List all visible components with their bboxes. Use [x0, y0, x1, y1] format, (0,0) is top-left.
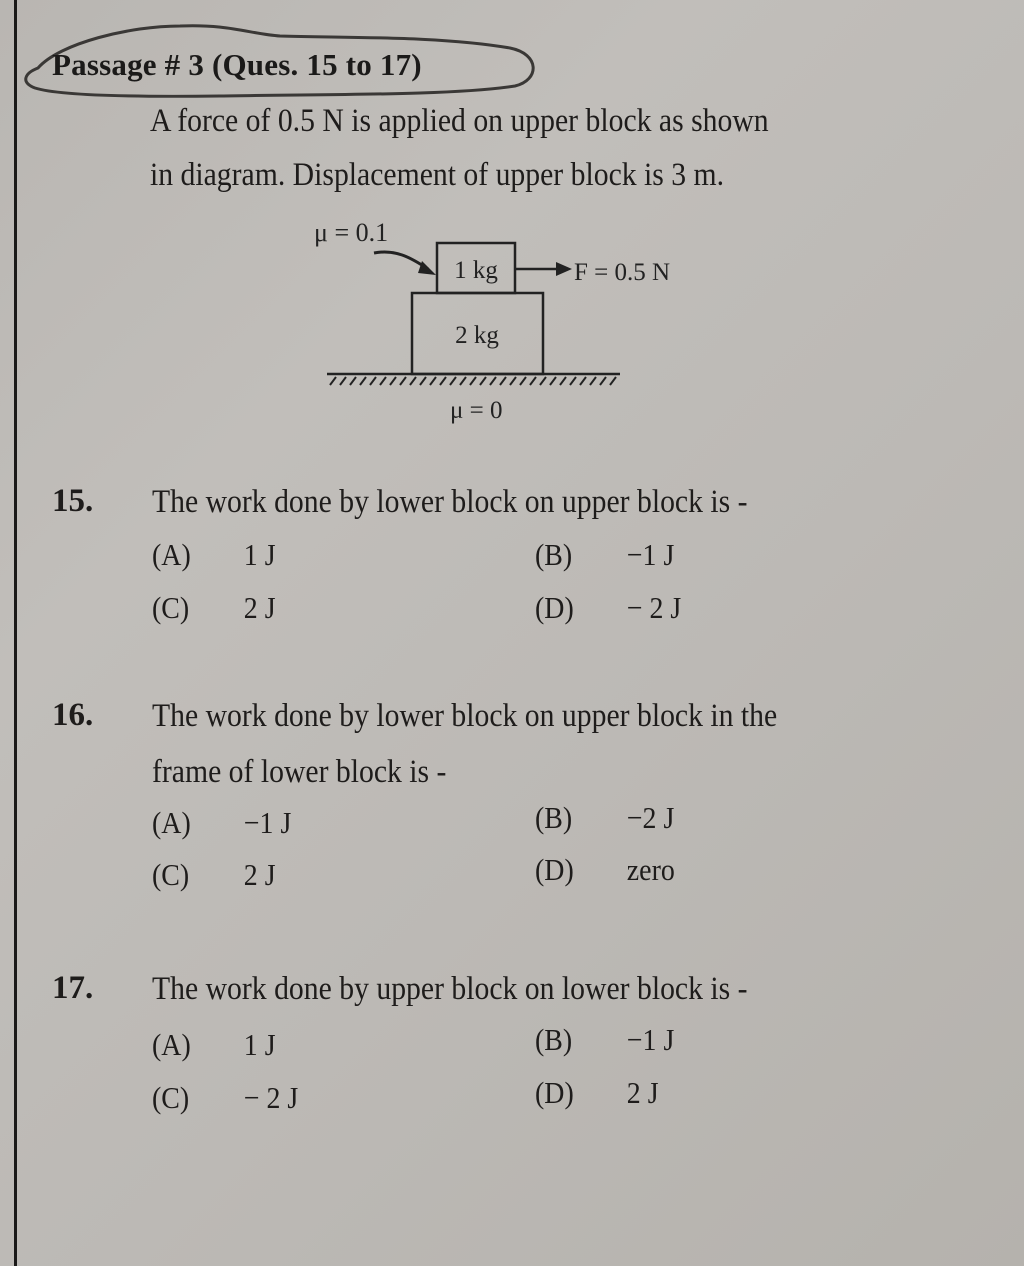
question-15-option-a[interactable]: [152, 537, 276, 573]
option-value: −2 J: [626, 800, 675, 835]
question-16-number: 16.: [52, 697, 94, 733]
force-label: F = 0.5 N: [574, 259, 671, 286]
question-16-option-b[interactable]: [535, 800, 674, 836]
ground-hatching: [330, 377, 616, 385]
upper-block-label: 1 kg: [454, 257, 498, 284]
question-17-number: 17.: [52, 970, 94, 1006]
question-16-text-line-2: frame of lower block is -: [152, 754, 447, 790]
option-value: − 2 J: [626, 590, 682, 625]
mu-top-label: μ = 0.1: [314, 218, 389, 247]
question-17-option-a[interactable]: [152, 1027, 276, 1063]
option-value: 1 J: [243, 1027, 276, 1062]
force-arrow-head-icon: [556, 262, 572, 276]
option-value: 1 J: [243, 537, 276, 572]
option-value: −1 J: [243, 805, 292, 840]
page-margin-line: [14, 0, 17, 1266]
diagram-svg: [300, 205, 720, 435]
question-16-text-line-1: The work done by lower block on upper block in the: [152, 698, 778, 734]
option-label: (C): [152, 1080, 190, 1115]
option-label: (B): [535, 800, 573, 835]
option-value: 2 J: [626, 1075, 659, 1110]
passage-text-line-1: A force of 0.5 N is applied on upper block as shown: [150, 103, 769, 139]
question-15-option-c[interactable]: [152, 590, 276, 626]
option-value: − 2 J: [243, 1080, 299, 1115]
option-label: (D): [535, 590, 574, 625]
option-label: (C): [152, 590, 190, 625]
curved-arrow-icon: [374, 252, 428, 269]
option-label: (B): [535, 1022, 573, 1057]
question-15-number: 15.: [52, 483, 94, 519]
option-label: (D): [535, 852, 574, 887]
lower-block-label: 2 kg: [455, 322, 499, 349]
question-15-option-b[interactable]: [535, 537, 674, 573]
question-17-text: The work done by upper block on lower block is -: [152, 971, 748, 1007]
option-value: −1 J: [626, 537, 675, 572]
option-value: zero: [626, 852, 675, 887]
option-label: (A): [152, 1027, 191, 1062]
option-label: (B): [535, 537, 573, 572]
question-16-option-a[interactable]: [152, 805, 291, 841]
question-17-option-c[interactable]: [152, 1080, 298, 1116]
option-value: 2 J: [243, 590, 276, 625]
option-label: (A): [152, 537, 191, 572]
passage-text-line-2: in diagram. Displacement of upper block is 3 m.: [150, 157, 725, 193]
option-label: (D): [535, 1075, 574, 1110]
question-15-text: The work done by lower block on upper block is -: [152, 484, 748, 520]
question-17-option-b[interactable]: [535, 1022, 674, 1058]
question-16-option-d[interactable]: [535, 852, 675, 888]
mu-ground-label: μ = 0: [450, 397, 503, 424]
option-value: 2 J: [243, 857, 276, 892]
question-16-option-c[interactable]: [152, 857, 276, 893]
question-15-option-d[interactable]: [535, 590, 681, 626]
block-diagram: [300, 205, 720, 435]
option-label: (A): [152, 805, 191, 840]
passage-title: Passage # 3 (Ques. 15 to 17): [52, 47, 422, 82]
option-label: (C): [152, 857, 190, 892]
question-17-option-d[interactable]: [535, 1075, 659, 1111]
option-value: −1 J: [626, 1022, 675, 1057]
